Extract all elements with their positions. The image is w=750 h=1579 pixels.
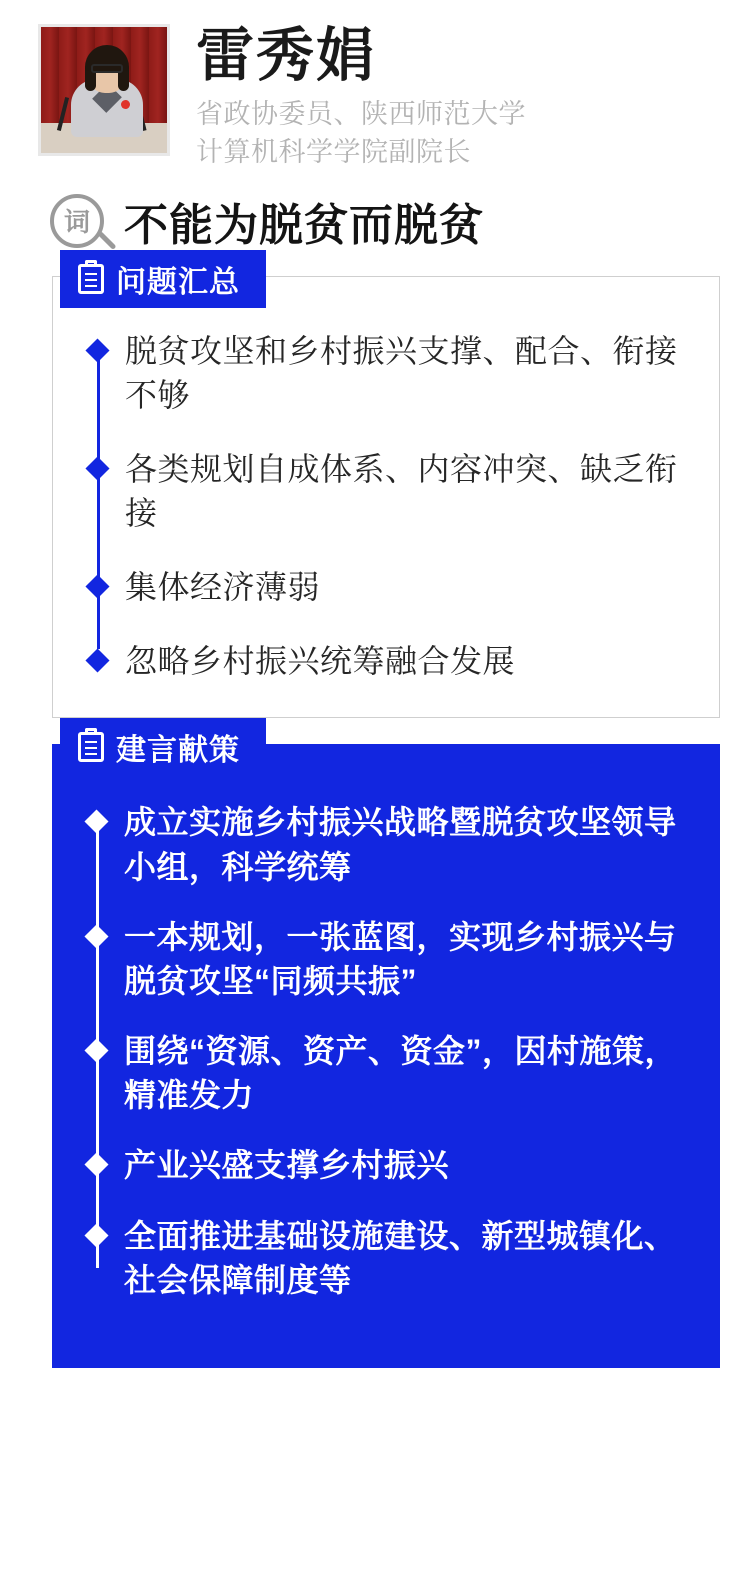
suggestions-list	[72, 800, 700, 1301]
portrait-photo	[38, 24, 170, 156]
list-item-text: 集体经济薄弱	[125, 569, 321, 606]
list-item-text: 成立实施乡村振兴战略暨脱贫攻坚领导小组，科学统筹	[124, 804, 677, 885]
list-item-text: 忽略乡村振兴统筹融合发展	[125, 643, 516, 680]
list-item	[85, 329, 699, 417]
portrait-badge	[121, 100, 130, 109]
headline-text: 不能为脱贫而脱贫	[124, 200, 484, 250]
diamond-bullet-icon	[85, 648, 111, 674]
diamond-bullet-icon	[84, 1223, 110, 1249]
section-problems-tab	[60, 250, 266, 308]
person-name: 雷秀娟	[196, 23, 377, 88]
problems-list	[73, 329, 699, 684]
list-item	[84, 915, 700, 1003]
section-suggestions-tab	[60, 718, 266, 776]
clipboard-icon	[78, 732, 104, 762]
clipboard-icon	[78, 264, 104, 294]
diamond-bullet-icon	[84, 924, 110, 950]
list-item	[84, 1214, 700, 1302]
section-problems	[52, 265, 720, 719]
list-item	[85, 447, 699, 535]
diamond-bullet-icon	[85, 338, 111, 364]
list-item	[84, 1143, 700, 1187]
list-item-text: 产业兴盛支撑乡村振兴	[124, 1147, 450, 1184]
list-item	[85, 639, 699, 683]
headline-row	[0, 172, 750, 258]
glasses-icon	[91, 64, 123, 73]
person-title-line2: 计算机科学学院副院长	[196, 137, 471, 168]
profile-header	[0, 0, 750, 172]
magnifier-ring-label: 词	[50, 194, 104, 248]
section-suggestions	[52, 734, 720, 1367]
diamond-bullet-icon	[84, 809, 110, 835]
list-item-text: 各类规划自成体系、内容冲突、缺乏衔接	[125, 450, 678, 532]
list-item	[84, 800, 700, 888]
diamond-bullet-icon	[84, 1038, 110, 1064]
list-item	[84, 1029, 700, 1117]
magnifier-handle	[97, 231, 116, 250]
name-block	[170, 24, 526, 172]
list-item-text: 全面推进基础设施建设、新型城镇化、社会保障制度等	[124, 1217, 677, 1298]
list-item-text: 脱贫攻坚和乡村振兴支撑、配合、衔接不够	[125, 332, 678, 413]
list-item-text: 围绕“资源、资产、资金”，因村施策，精准发力	[124, 1033, 678, 1114]
section-suggestions-tab-label: 建言献策	[116, 734, 240, 768]
list-item	[85, 565, 699, 609]
magnifier-icon	[48, 194, 124, 258]
person-title-line1: 省政协委员、陕西师范大学	[196, 98, 526, 129]
section-problems-body	[52, 276, 720, 719]
diamond-bullet-icon	[85, 456, 111, 482]
diamond-bullet-icon	[85, 574, 111, 600]
section-suggestions-body	[52, 744, 720, 1367]
diamond-bullet-icon	[84, 1152, 110, 1178]
list-item-text: 一本规划，一张蓝图，实现乡村振兴与脱贫攻坚“同频共振”	[124, 918, 677, 999]
section-problems-tab-label: 问题汇总	[116, 265, 240, 299]
